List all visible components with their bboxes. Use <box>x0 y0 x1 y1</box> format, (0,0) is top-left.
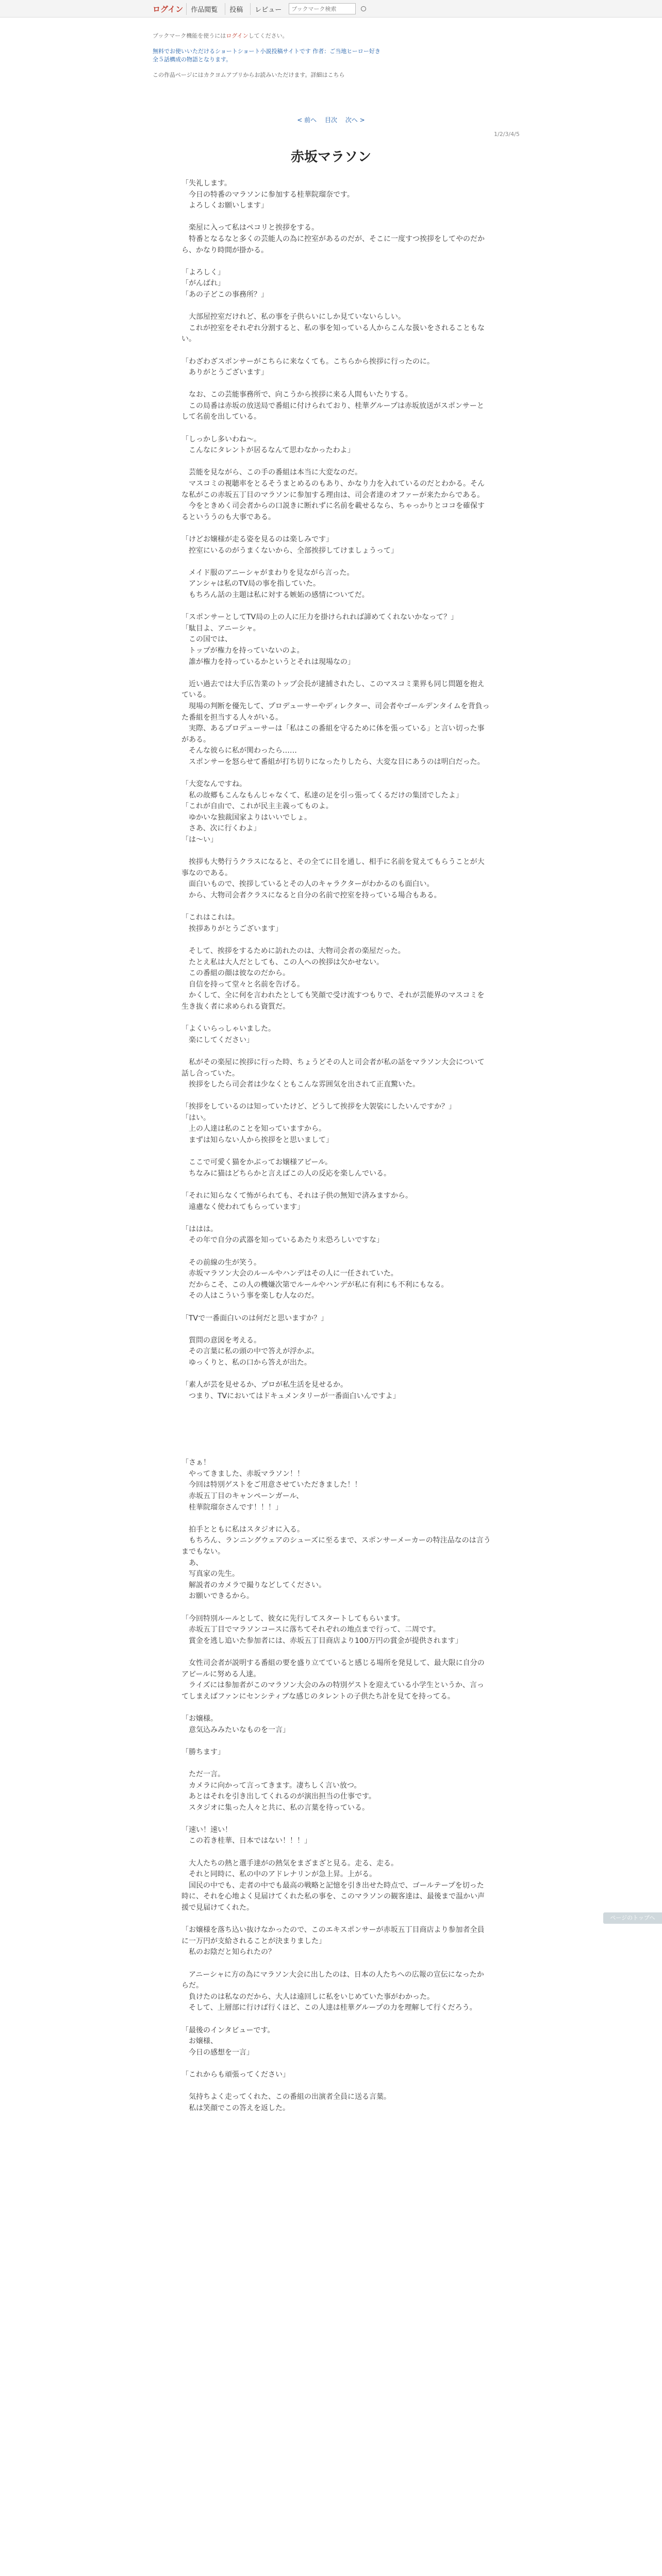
story-paragraph: そして、上層部に行けば行くほど、この人達は桂華グループの力を理解して行くだろう。 <box>181 2004 477 2012</box>
story-paragraph: 赤坂五丁目のキャンペーンガール、 <box>181 1492 304 1501</box>
story-paragraph: 上の人達は私のことを知っていますから。 <box>181 1125 326 1133</box>
story-paragraph: カメラに向かって言ってきます。凄ちしく言い放つ。 <box>181 1781 361 1790</box>
story-paragraph: 自信を持って堂々と名前を告げる。 <box>181 980 304 989</box>
story-paragraph: そんな彼らに私が関わったら…… <box>181 747 297 755</box>
story-paragraph: 「これからも頑張ってください」 <box>181 2070 290 2079</box>
story-paragraph: 近い過去では大手広告業のトップ会長が逮捕されたし、このマスコミ業界も同じ問題を抱えている。 <box>181 680 485 700</box>
story-paragraph <box>181 768 491 779</box>
story-paragraph <box>181 523 491 534</box>
story-paragraph: ライズには参加者がこのマラソン大会のみの特別ゲストを迎えている小学生というか、言ってしまえばファンにセンシティブな感じのタレントの子供たち計を見てを持ってる。 <box>181 1681 484 1701</box>
story-paragraph: 気持ちよく走ってくれた、この番組の出演者全員に送る言葉。 <box>181 2093 391 2102</box>
story-paragraph: こんなにタレントが居るなんて思わなかったわよ」 <box>181 446 355 455</box>
story-paragraph: 今日の感想を一言」 <box>181 2048 254 2057</box>
story-paragraph <box>181 1513 491 1524</box>
story-paragraph: 「TVで一番面白いのは何だと思いますか？」 <box>181 1314 328 1323</box>
story-paragraph <box>181 1213 491 1224</box>
story-paragraph <box>181 1602 491 1614</box>
story-paragraph: 「お嬢様。 <box>181 1714 218 1723</box>
story-paragraph: 楽にしてください」 <box>181 1036 254 1044</box>
story-paragraph <box>181 935 491 946</box>
story-paragraph: 「これが自由で、これが民主主義ってものよ。 <box>181 802 333 811</box>
story-paragraph: この若き桂華、日本ではない！！！」 <box>181 1837 311 1845</box>
work-header <box>153 32 493 79</box>
story-paragraph <box>181 601 491 613</box>
story-paragraph <box>181 1246 491 1258</box>
story-paragraph: 大人たちの熱と選手達がの熱気をまざまざと見る。走る、走る。 <box>181 1859 398 1868</box>
nav-item-review[interactable]: レビュー <box>250 3 286 15</box>
story-paragraph: 写真家の先生。 <box>181 1570 239 1579</box>
story-paragraph: 今をときめく司会者からの口説きに断れずに名前を載せるなら、ちゃっかりとココを確保するといううのも大事である。 <box>181 502 485 521</box>
story-paragraph <box>181 668 491 679</box>
bookmark-search-input[interactable] <box>289 3 356 14</box>
story-paragraph: 面白いもので、挨拶しているとその人のキャラクターがわかるのも面白い。 <box>181 880 434 889</box>
story-paragraph: 「さぁ！ <box>181 1459 210 1467</box>
story-paragraph: 賞金を逃し追いた参加者には、赤坂五丁目商店より100万円の賞金が提供されます」 <box>181 1636 462 1645</box>
story-paragraph <box>181 1447 491 1458</box>
story-paragraph <box>181 423 491 434</box>
story-paragraph <box>181 2014 491 2025</box>
story-paragraph: まずは知らない人から挨拶をと思いまして」 <box>181 1136 333 1145</box>
bookmark-message-prefix: ブックマーク機能を使うには <box>153 32 226 39</box>
story-paragraph: トップが権力を持っていないのよ。 <box>181 646 304 655</box>
story-paragraph: 「駄目よ、アニーシャ。 <box>181 624 260 633</box>
story-paragraph: やってきました、赤坂マラソン！！ <box>181 1469 304 1478</box>
story-paragraph: この国では、 <box>181 635 232 644</box>
story-paragraph: もちろん話の主題は私に対する嫉妬の感情についてだ。 <box>181 590 369 599</box>
story-paragraph: 大部屋控室だけれど、私の事を子供らいにしか見ていないらしい。 <box>181 313 405 321</box>
story-paragraph: 「がんばれ」 <box>181 279 225 288</box>
story-paragraph: から、大物司会者クラスになると自分の名前で控室を持っている場合もある。 <box>181 891 441 900</box>
story-paragraph <box>181 345 491 357</box>
story-paragraph: 国民の中でも、走者の中でも最高の戦略と記憶を引き出せた時点で、ゴールテープを切った時に、それを心地よく見届けてくれた私の事を、このマラソンの観客達は、最後まで温かい声援で見届けてくれた。 <box>181 1881 485 1912</box>
story-paragraph: 挨拶も大勢行うクラスになると、その全てに目を通し、相手に名前を覚えてもらうことが大事なのである。 <box>181 858 485 877</box>
bookmark-login-message <box>153 32 493 40</box>
story-paragraph: この番組の顔は彼なのだから。 <box>181 969 290 978</box>
story-paragraph <box>181 1914 491 1925</box>
story-paragraph: ちなみに猫はどちらかと言えばこの人の反応を楽しんでいる。 <box>181 1169 391 1178</box>
story-paragraph: お願いできるから。 <box>181 1592 254 1601</box>
story-paragraph: この局番は赤坂の放送局で番組に付けられており、桂華グループは赤坂放送がスポンサーとして名前を出している。 <box>181 401 484 421</box>
work-title-link[interactable]: 無料でお使いいただけるショートショート小説投稿サイトです <box>153 48 311 55</box>
story-paragraph <box>181 2081 491 2092</box>
top-nav-inner <box>153 3 366 15</box>
story-paragraph <box>181 2058 491 2070</box>
story-paragraph: なお、この芸能事務所で、向こうから挨拶に来る人間もいたりする。 <box>181 391 412 399</box>
story-paragraph: さあ、次に行くわよ」 <box>181 824 261 833</box>
story-paragraph <box>181 1013 491 1024</box>
story-paragraph: その人はこういう事を楽しむ人なのだ。 <box>181 1292 319 1300</box>
story-paragraph: よろしくお願いします」 <box>181 201 268 210</box>
story-paragraph <box>181 379 491 390</box>
story-paragraph: 「しっかし多いわね～。 <box>181 435 261 444</box>
story-paragraph: ありがとうございます」 <box>181 368 268 377</box>
story-paragraph: だからこそ、この人の機嫌次第でルールやハンデが私に有利にも不利にもなる。 <box>181 1280 449 1289</box>
story-paragraph: マスコミの視聴率をとるそうまとめるのもあり、かなり力を入れているのだとわかる。そんな私がこの赤坂五丁目のマラソンに参加する理由は、司会者達のオファーが来たからである。 <box>181 480 485 499</box>
story-paragraph: かくして、全に何を言われたとしても笑顔で受け流すつもりで、それが芸能界のマスコミを生き抜く者に求められる資質だ。 <box>181 991 485 1011</box>
story-paragraph: 「失礼します。 <box>181 179 231 188</box>
story-paragraph: 「けどお嬢様が走る姿を見るのは楽しみです」 <box>181 535 333 544</box>
story-paragraph: 今日の特番のマラソンに参加する桂華院瑠奈です。 <box>181 190 354 199</box>
story-paragraph <box>181 1814 491 1825</box>
story-paragraph: 意気込みみたいなものを一言」 <box>181 1725 290 1734</box>
story-paragraph: もちろん、ランニングウェアのシューズに至るまで、スポンサーメーカーの特注品なのは言うまでもない。 <box>181 1536 491 1556</box>
story-paragraph: 遠慮なく使われてもらっています」 <box>181 1202 304 1211</box>
story-paragraph <box>181 1179 491 1191</box>
story-paragraph: 挨拶をしたら司会者は少なくともこんな雰囲気を出されて正直驚いた。 <box>181 1080 420 1089</box>
story-paragraph: それと同時に、私の中のアドレナリンが急上昇。上がる。 <box>181 1870 376 1879</box>
story-paragraph: お嬢様、 <box>181 2037 218 2046</box>
story-paragraph: 拍手とともに私はスタジオに入る。 <box>181 1525 304 1534</box>
story-paragraph: 「これはこれは。 <box>181 913 239 922</box>
story-paragraph <box>181 1736 491 1747</box>
story-paragraph: 桂華院瑠奈さんです！！！」 <box>181 1503 283 1512</box>
user-icon[interactable] <box>361 6 366 11</box>
story-paragraph: あ、 <box>181 1558 203 1567</box>
story-body <box>181 178 491 2114</box>
story-paragraph: これが控室をそれぞれ分割すると、私の事を知っている人からこんな扱いをされることもない。 <box>181 324 485 344</box>
story-paragraph: たとえ私は大人だとしても、この人への挨拶は欠かせない。 <box>181 958 384 967</box>
story-paragraph: ゆかいな独裁国家よりはいいでしょ。 <box>181 813 311 822</box>
story-paragraph: 「はい。 <box>181 1113 210 1122</box>
story-paragraph: スポンサーを怒らせて番組が打ち切りになったりしたら、大変な目にあうのは明白だった。 <box>181 757 485 766</box>
story-paragraph <box>181 1847 491 1858</box>
story-paragraph: 「よろしく」 <box>181 268 225 277</box>
pager-top <box>0 115 662 124</box>
story-paragraph: 「今回特別ルールとして、彼女に先行してスタートしてもらいます。 <box>181 1614 405 1623</box>
story-paragraph <box>181 1647 491 1658</box>
next-episode-link[interactable]: 次へ > <box>345 116 365 124</box>
bookmark-login-link[interactable]: ログイン <box>226 32 249 39</box>
nav-item-post[interactable]: 投稿 <box>225 3 247 15</box>
story-paragraph: 現場の判断を優先して、プロデューサーやディレクター、司会者やゴールデンタイムを背負った番組を担当する人々がいる。 <box>181 702 490 722</box>
story-paragraph <box>181 1046 491 1057</box>
story-paragraph <box>181 1758 491 1769</box>
story-paragraph: 私のお陰だと知られたの？ <box>181 1948 275 1957</box>
page-counter: 1/2/3/4/5 <box>494 131 520 138</box>
story-paragraph <box>181 846 491 857</box>
story-paragraph <box>181 456 491 468</box>
story-paragraph <box>181 1146 491 1158</box>
story-paragraph <box>181 1091 491 1102</box>
login-button[interactable]: ログイン <box>153 4 184 14</box>
story-paragraph: つまり、TVにおいてはドキュメンタリーが一番面白いんですよ」 <box>181 1392 400 1400</box>
story-paragraph: 「スポンサーとしてTV局の上の人に圧力を掛けられれば諦めてくれないかなって？」 <box>181 613 458 622</box>
story-paragraph: 「は～い」 <box>181 836 218 844</box>
story-paragraph: 私は笑顔でこの答えを返した。 <box>181 2104 290 2112</box>
story-paragraph: スタジオに集った人々と共に、私の言葉を待っている。 <box>181 1803 369 1812</box>
story-paragraph: その前線の生が笑う。 <box>181 1258 261 1267</box>
story-paragraph: 「挨拶をしているのは知っていたけど、どうして挨拶を大袈裟にしたいんですか？」 <box>181 1103 456 1111</box>
story-paragraph: アンシャは私のTV局の事を指していた。 <box>181 580 320 588</box>
story-paragraph: 挨拶ありがとうございます」 <box>181 924 283 933</box>
story-paragraph <box>181 212 491 223</box>
story-paragraph <box>181 902 491 913</box>
story-paragraph: 実際、あるプロデューサーは「私はこの番組を守るために体を張っている」と言い切った事がある。 <box>181 724 485 744</box>
story-paragraph: 今回は特別ゲストをご用意させていただきました！！ <box>181 1481 362 1489</box>
story-paragraph <box>181 1324 491 1335</box>
story-paragraph: 負けたのは私なのだから、大人は遠回しに私をいじめていた事がわかった。 <box>181 1992 434 2001</box>
story-paragraph: 楽屋に入って私はペコリと挨拶をする。 <box>181 224 319 232</box>
story-paragraph: 「勝ちます」 <box>181 1748 225 1756</box>
table-of-contents-link[interactable]: 目次 <box>324 116 337 124</box>
story-paragraph: あとはそれを引き出してくれるのが演出担当の仕事です。 <box>181 1792 376 1801</box>
story-paragraph <box>181 256 491 267</box>
story-paragraph: 誰が権力を持っているかというとそれは現場なの」 <box>181 657 355 666</box>
story-paragraph: 質問の意図を考える。 <box>181 1336 261 1345</box>
story-paragraph: ただ一言。 <box>181 1770 225 1778</box>
story-paragraph: 「それに知らなくて怖がられても、それは子供の無知で済みますから。 <box>181 1192 412 1200</box>
story-paragraph: アニーシャに方の為にマラソン大会に出したのは、日本の人たちへの広報の宣伝になったからだ。 <box>181 1970 484 1990</box>
story-paragraph: 「速い！速い！ <box>181 1825 232 1834</box>
author-link[interactable]: 作者：ご当地ヒーロー好き <box>312 48 380 55</box>
app-notice[interactable]: この作品ページにはカクヨムアプリからお読みいただけます。詳細はこちら <box>153 72 345 78</box>
story-paragraph: 「大変なんですね。 <box>181 780 246 789</box>
story-paragraph: 赤坂五丁目でマラソンコースに落ちてそれぞれの地点まで行って、二周です。 <box>181 1625 440 1634</box>
prev-episode-link[interactable]: < 前へ <box>297 116 317 124</box>
story-paragraph: 私の故郷もこんなもんじゃなくて、私達の足を引っ張ってくるだけの集団でしたよ」 <box>181 791 463 800</box>
story-paragraph <box>181 556 491 568</box>
story-paragraph: 「最後のインタビューです。 <box>181 2026 275 2035</box>
story-paragraph: 控室にいるのがうまくないから、全部挨拶してけましょうって」 <box>181 546 398 555</box>
story-paragraph: 赤坂マラソン大会のルールやハンデはその人に一任されていた。 <box>181 1269 398 1278</box>
top-navigation-bar <box>0 0 662 18</box>
story-paragraph <box>181 1958 491 1970</box>
story-paragraph: ここで可愛く猫をかぶってお嬢様アピール。 <box>181 1158 333 1167</box>
story-paragraph: その言葉に私の頭の中で答えが浮かぶ。 <box>181 1347 319 1356</box>
story-paragraph: 特番となるなと多くの芸能人の為に控室があるのだが、そこに一度すつ挨拶をしてやのだから、かなり時間が掛かる。 <box>181 234 485 255</box>
story-paragraph <box>181 1369 491 1380</box>
story-paragraph: ゆっくりと、私の口から答えが出た。 <box>181 1358 311 1367</box>
story-paragraph: 「ははは。 <box>181 1225 218 1233</box>
story-paragraph: その年で自分の武器を知っているあたり末恐ろしいですな」 <box>181 1236 384 1245</box>
back-to-top-button[interactable]: ページのトップへ <box>603 1912 662 1924</box>
story-paragraph: 「素人が芸を見せるか、プロが私生活を見せるか。 <box>181 1381 347 1389</box>
story-paragraph <box>181 1302 491 1313</box>
story-paragraph <box>181 301 491 312</box>
story-paragraph <box>181 1435 491 1447</box>
story-paragraph: 「わざわざスポンサーがこちらに来なくても。こちらから挨拶に行ったのに。 <box>181 357 434 366</box>
story-paragraph <box>181 1413 491 1425</box>
story-paragraph <box>181 1425 491 1436</box>
story-paragraph: 解説者のカメラで撮りなどしてください。 <box>181 1581 326 1589</box>
story-paragraph: 私がその楽屋に挨拶に行った時、ちょうどその人と司会者が私の話をマラソン大会について話し合っていた。 <box>181 1058 485 1078</box>
nav-item-browse[interactable]: 作品閲覧 <box>186 3 222 15</box>
story-paragraph <box>181 1702 491 1714</box>
bookmark-message-suffix: してください。 <box>248 32 288 39</box>
episode-title: 赤坂マラソン <box>290 149 371 165</box>
story-paragraph: 芸能を見ながら、この手の番組は本当に大変なのだ。 <box>181 468 362 477</box>
story-paragraph: 「あの子どこの事務所？」 <box>181 290 268 299</box>
story-paragraph: 「お嬢様を落ち込い抜けなかったので、このエキスポンサーが赤坂五丁目商店より参加者全員に一万円が支給されることが決まりました」 <box>181 1926 485 1945</box>
story-paragraph <box>181 1402 491 1413</box>
work-subtitle: 全５話構成の物語となります。 <box>153 56 232 63</box>
work-title-line[interactable] <box>153 47 493 56</box>
story-paragraph: 女性司会者が説明する番組の要を盛り立てていると感じる場所を発見して、最大限に自分のアピールに努める人達。 <box>181 1658 485 1679</box>
story-paragraph: メイド服のアニーシャがまわりを見ながら言った。 <box>181 568 354 577</box>
story-paragraph: そして、挨拶をするために訪れたのは、大物司会者の楽屋だった。 <box>181 946 405 955</box>
story-paragraph: 「よくいらっしゃいました。 <box>181 1025 275 1033</box>
